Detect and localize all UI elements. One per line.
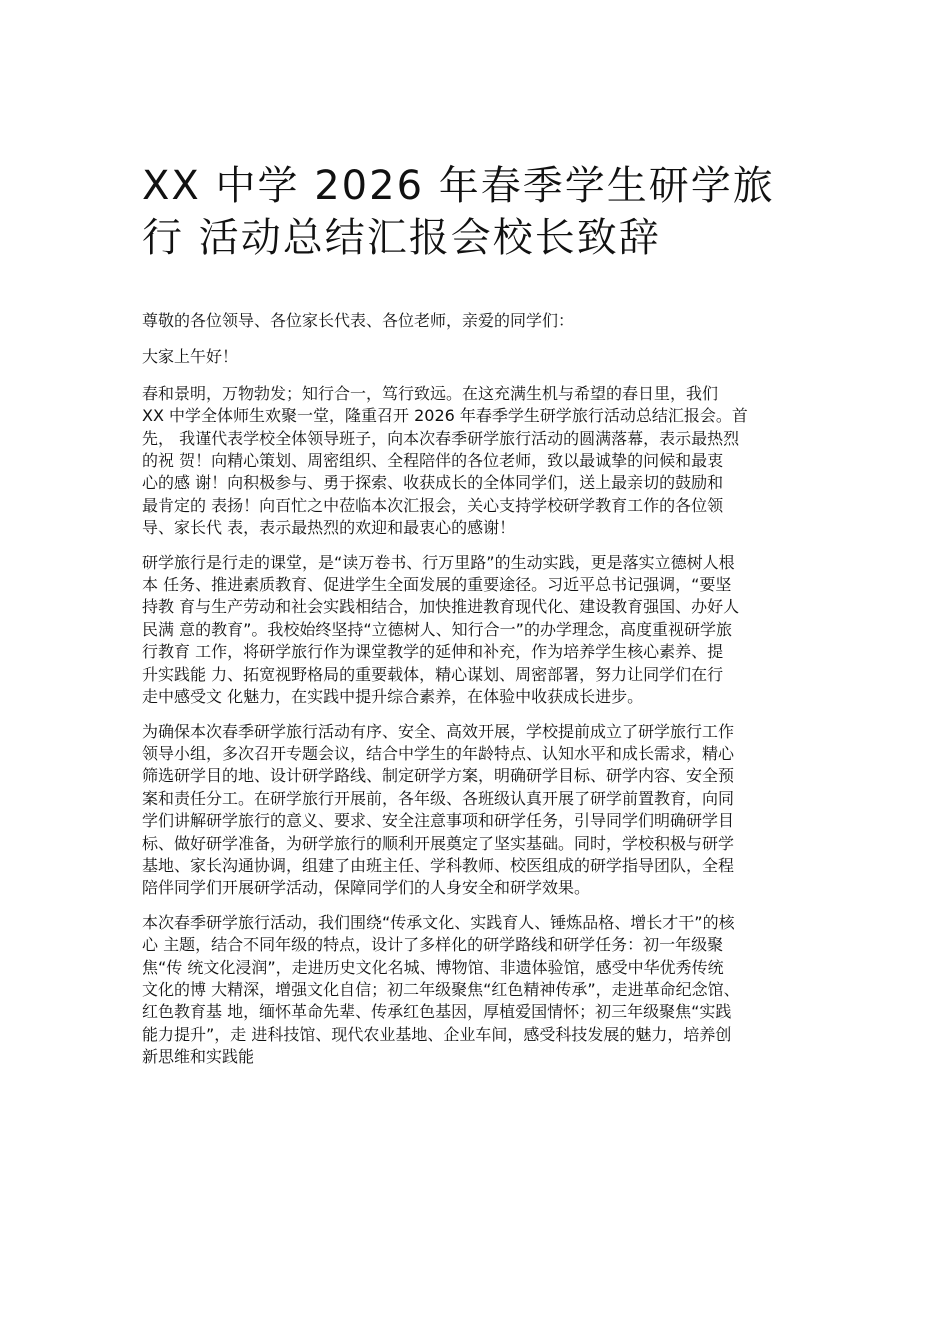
text-line: 春和景明，万物勃发；知行合一，笃行致远。在这充满生机与希望的春日里，我们 [142,383,719,403]
paragraph-significance [142,552,822,709]
text-line: 持教 育与生产劳动和社会实践相结合，加快推进教育现代化、建设教育强国、办好人 [142,597,740,617]
text-line: 能力提升”，走 进科技馆、现代农业基地、企业车间，感受科技发展的魅力，培养创 [142,1024,732,1044]
text-line: 学们讲解研学旅行的意义、要求、安全注意事项和研学任务，引导同学们明确研学目 [142,811,735,831]
text-line: XX 中学全体师生欢聚一堂，隆重召开 2026 年春季学生研学旅行活动总结汇报会。首 [142,406,748,426]
text-line: 的祝 贺！向精心策划、周密组织、全程陪伴的各位老师，致以最诚挚的问候和最衷 [142,451,724,471]
document-body [142,310,822,1081]
text-line: 基地、家长沟通协调，组建了由班主任、学科教师、校医组成的研学指导团队，全程 [142,855,735,875]
text-line: 红色教育基 地，缅怀革命先辈、传承红色基因，厚植爱国情怀；初三年级聚焦“实践 [142,1002,732,1022]
text-line: 领导小组，多次召开专题会议，结合中学生的年龄特点、认知水平和成长需求，精心 [142,743,735,763]
title-line: 行 活动总结汇报会校长致辞 [142,215,661,261]
salutation: 尊敬的各位领导、各位家长代表、各位老师，亲爱的同学们： [142,311,575,330]
text-line: 新思维和实践能 [142,1047,255,1067]
text-line: 为确保本次春季研学旅行活动有序、安全、高效开展，学校提前成立了研学旅行工作 [142,721,735,741]
text-line: 文化的博 大精深，增强文化自信；初二年级聚焦“红色精神传承”，走进革命纪念馆、 [142,979,740,999]
paragraph-activities [142,912,822,1069]
text-line: 本 任务、推进素质教育、促进学生全面发展的重要途径。习近平总书记强调，“要坚 [142,575,732,595]
text-line: 焦“传 统文化浸润”，走进历史文化名城、博物馆、非遗体验馆，感受中华优秀传统 [142,957,724,977]
text-line: 行教育 工作，将研学旅行作为课堂教学的延伸和补充，作为培养学生核心素养、提 [142,642,724,662]
text-line: 筛选研学目的地、设计研学路线、制定研学方案，明确研学目标、研学内容、安全预 [142,766,735,786]
text-line: 民满 意的教育”。我校始终坚持“立德树人、知行合一”的办学理念，高度重视研学旅 [142,619,732,639]
greeting: 大家上午好！ [142,347,239,367]
text-line: 心 主题，结合不同年级的特点，设计了多样化的研学路线和研学任务：初一年级聚 [142,935,724,955]
text-line: 心的感 谢！向积极参与、勇于探索、收获成长的全体同学们，送上最亲切的鼓励和 [142,473,724,493]
document-title [142,160,822,264]
paragraph-opening [142,383,822,540]
text-line: 先， 我谨代表学校全体领导班子，向本次春季研学旅行活动的圆满落幕，表示最热烈 [142,428,740,448]
text-line: 陪伴同学们开展研学活动，保障同学们的人身安全和研学效果。 [142,878,591,898]
text-line: 研学旅行是行走的课堂，是“读万卷书、行万里路”的生动实践，更是落实立德树人根 [142,552,735,572]
text-line: 走中感受文 化魅力，在实践中提升综合素养，在体验中收获成长进步。 [142,687,644,707]
text-line: 案和责任分工。在研学旅行开展前，各年级、各班级认真开展了研学前置教育，向同 [142,788,735,808]
text-line: 标、做好研学准备，为研学旅行的顺利开展奠定了坚实基础。同时，学校积极与研学 [142,833,735,853]
text-line: 本次春季研学旅行活动，我们围绕“传承文化、实践育人、锤炼品格、增长才干”的核 [142,912,735,932]
paragraph-preparation [142,721,822,900]
text-line: 升实践能 力、拓宽视野格局的重要载体，精心谋划、周密部署，努力让同学们在行 [142,664,724,684]
text-line: 导、家长代 表，表示最热烈的欢迎和最衷心的感谢！ [142,518,516,538]
title-line: XX 中学 2026 年春季学生研学旅 [142,163,775,209]
text-line: 最肯定的 表扬！向百忙之中莅临本次汇报会，关心支持学校研学教育工作的各位领 [142,495,724,515]
